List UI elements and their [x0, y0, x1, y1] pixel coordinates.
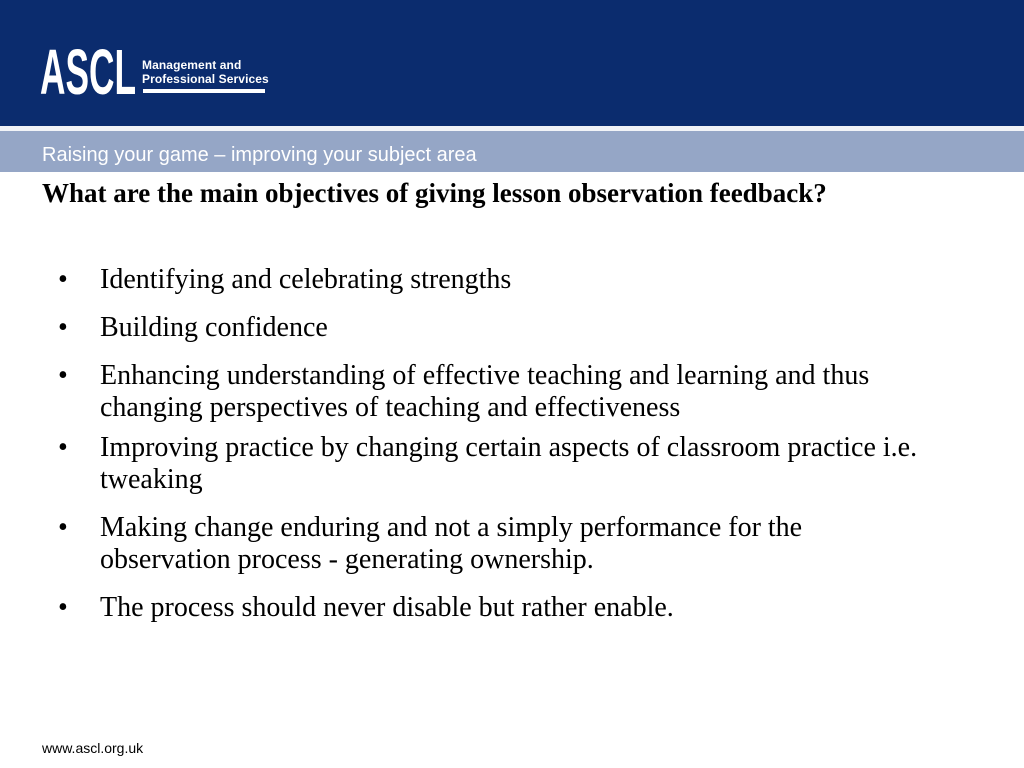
list-item-text: Making change enduring and not a simply performance for the observation process - generating ownership.: [100, 512, 803, 575]
svg-text:ASCL: ASCL: [40, 38, 136, 96]
list-item: [58, 360, 918, 424]
bullet-marker: •: [58, 312, 68, 343]
list-item-text: Enhancing understanding of effective teaching and learning and thus changing perspectives of teaching and effectiveness: [100, 360, 870, 423]
ascl-logo-mark: [40, 38, 140, 96]
logo-text: [142, 58, 269, 86]
slide-title: What are the main objectives of giving lesson observation feedback?: [42, 178, 827, 208]
list-item-text: Building confidence: [100, 312, 328, 343]
bullet-marker: •: [58, 592, 68, 623]
list-item: [58, 264, 918, 296]
bullet-marker: •: [58, 360, 68, 391]
bullet-marker: •: [58, 264, 68, 295]
list-item: [58, 512, 918, 576]
list-item-text: Identifying and celebrating strengths: [100, 264, 512, 295]
list-item: [58, 312, 918, 344]
logo-text-line-2: Professional Services: [142, 72, 269, 86]
logo-underline: [143, 89, 265, 93]
list-item-text: Improving practice by changing certain aspects of classroom practice i.e. tweaking: [100, 432, 918, 495]
bullet-marker: •: [58, 512, 68, 543]
presentation-subtitle: Raising your game – improving your subject area: [42, 144, 477, 166]
list-item-text: The process should never disable but rather enable.: [100, 592, 674, 623]
list-item: [58, 432, 918, 496]
list-item: [58, 592, 918, 624]
logo-text-line-1: Management and: [142, 58, 242, 72]
bullet-marker: •: [58, 432, 68, 463]
bullet-list: [58, 264, 918, 640]
footer-website-link[interactable]: www.ascl.org.uk: [42, 740, 144, 756]
